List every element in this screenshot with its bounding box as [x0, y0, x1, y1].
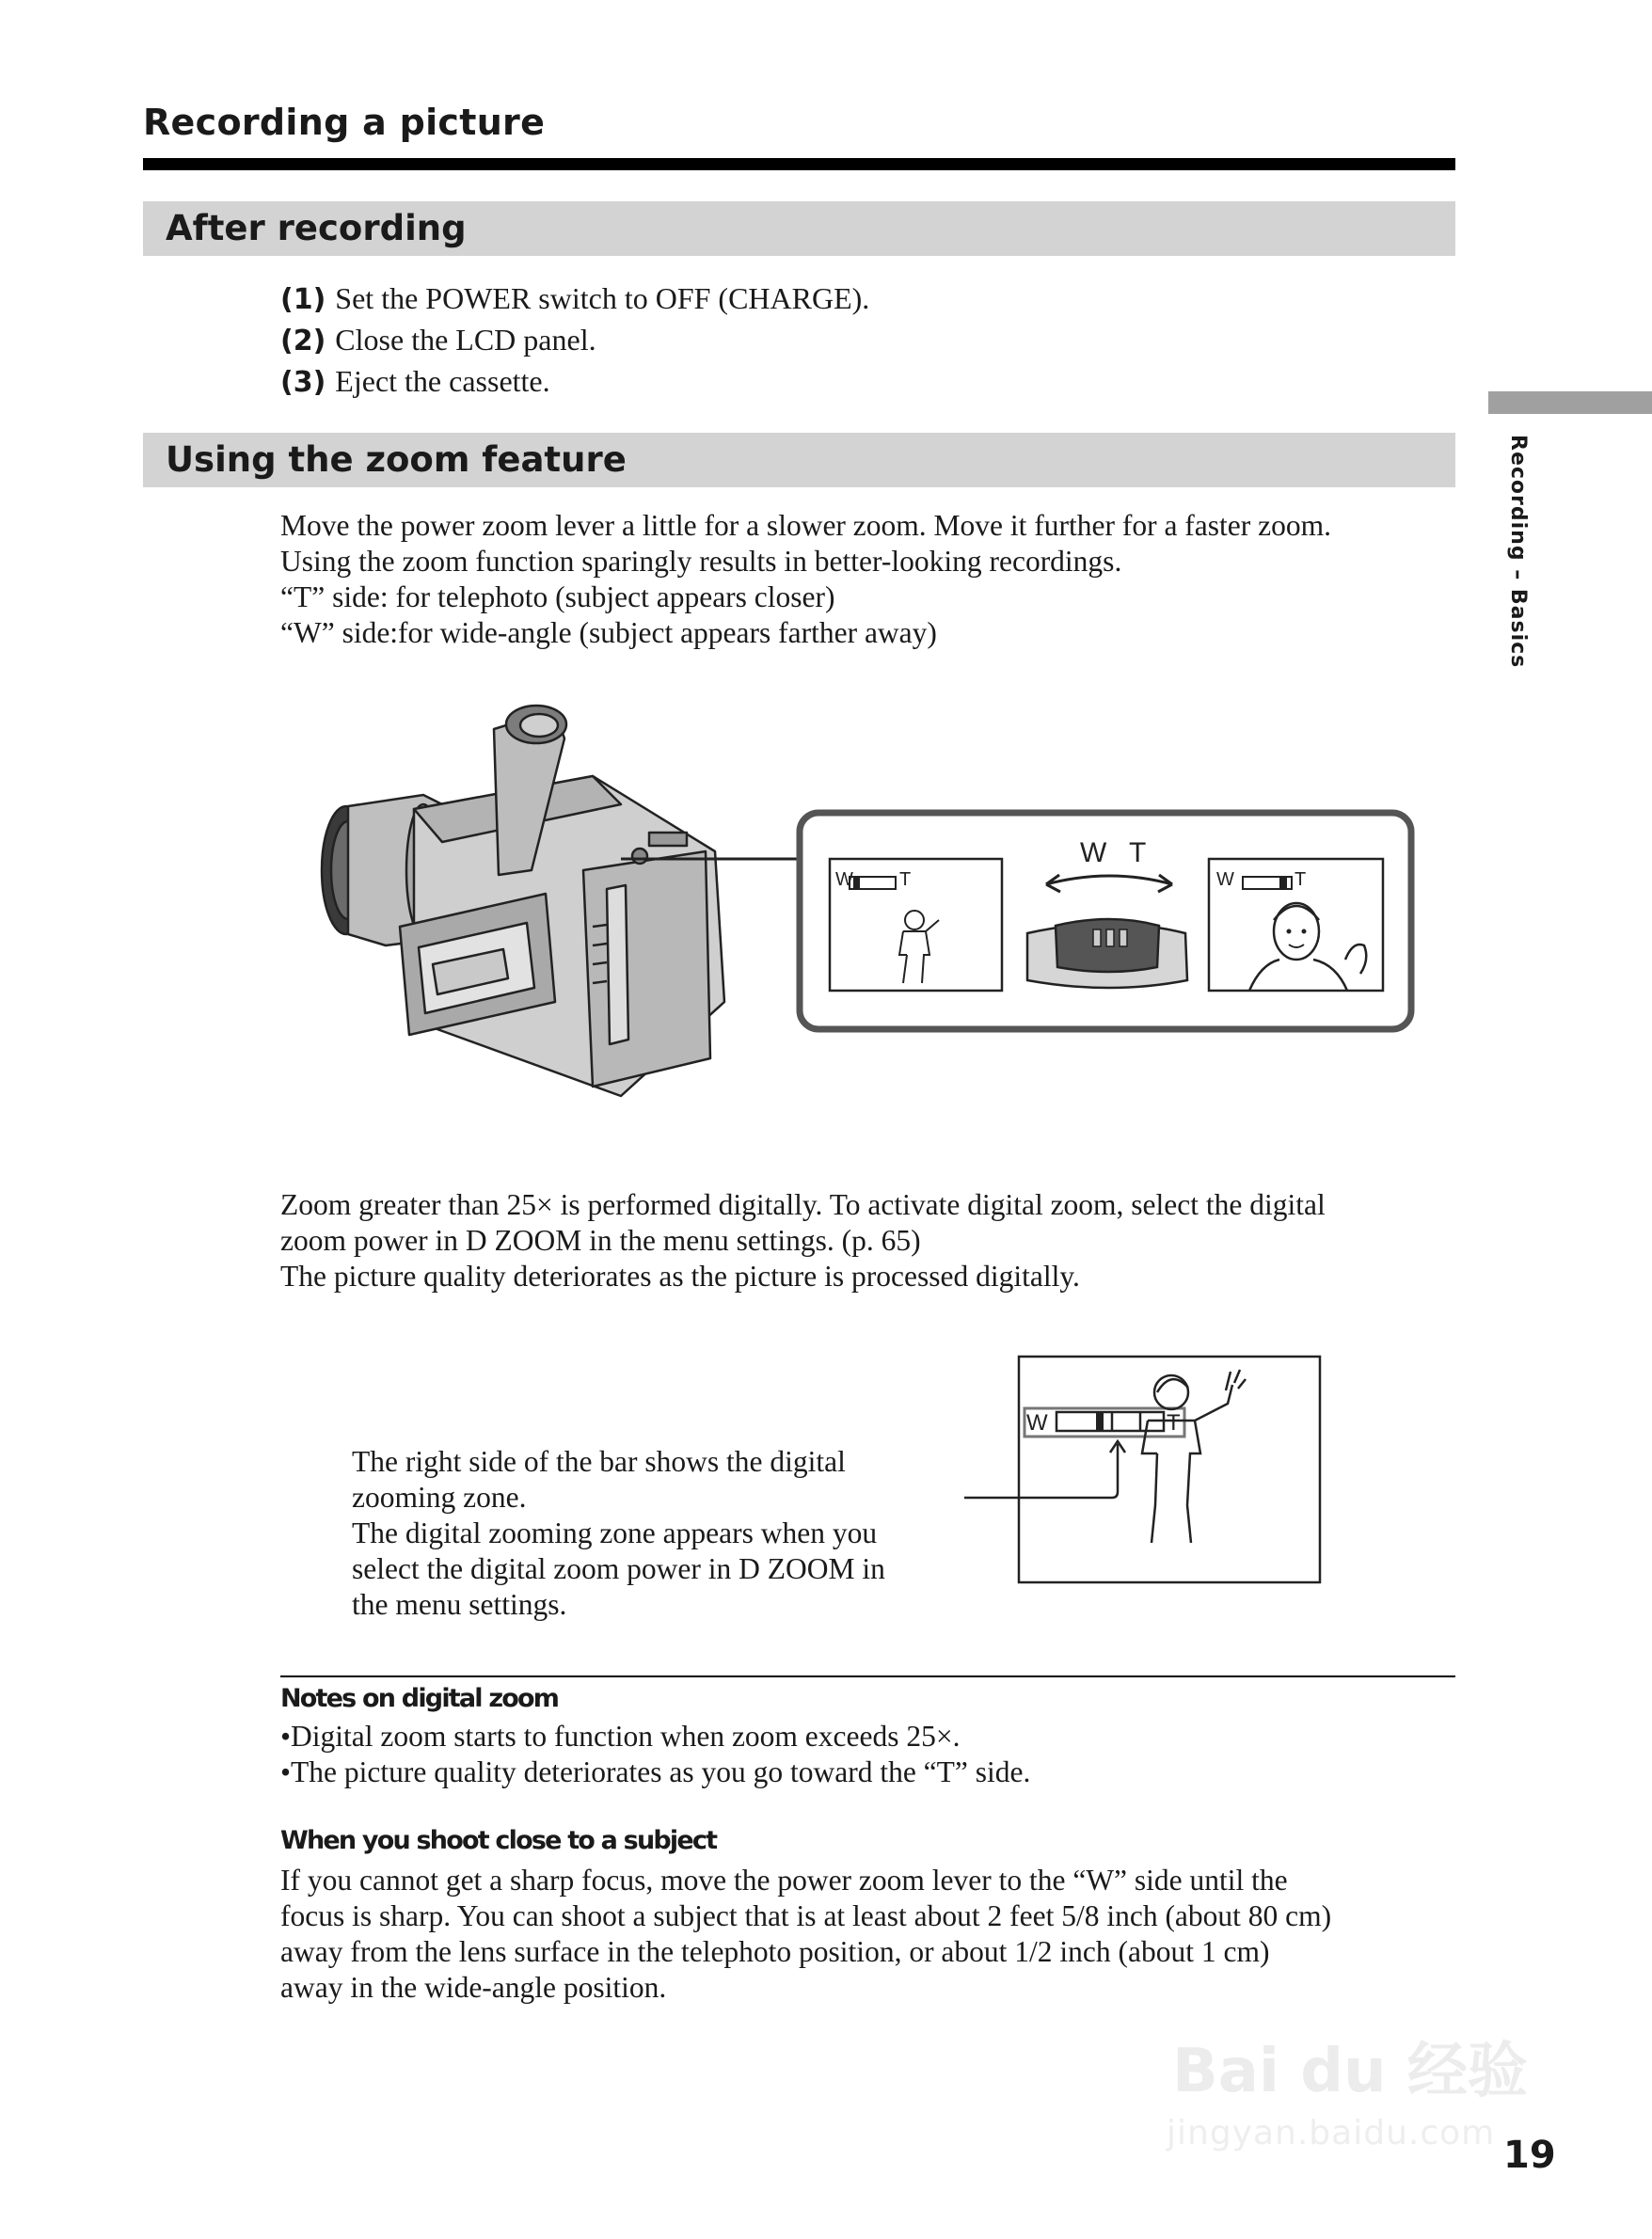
notes-rule [280, 1675, 1455, 1677]
steps-list [280, 278, 869, 403]
digital-zoom-screen-figure [960, 1355, 1326, 1590]
list-item: •The picture quality deteriorates as you go toward the “T” side. [280, 1755, 1031, 1788]
watermark-logo: Bai du 经验 [1172, 2037, 1528, 2106]
step-item: (1) Set the POWER switch to OFF (CHARGE). [280, 281, 870, 316]
screen-t-label: T [1295, 869, 1307, 890]
bar-t-label: T [1167, 1410, 1181, 1436]
side-tab-marker [1488, 391, 1652, 414]
close-subject-heading: When you shoot close to a subject [280, 1826, 717, 1855]
page-header: Recording a picture [143, 102, 546, 143]
screen-t-label: T [899, 869, 912, 890]
side-tab-label: Recording – Basics [1506, 435, 1530, 669]
lever-t-label: T [1129, 837, 1147, 868]
notes-heading: Notes on digital zoom [280, 1684, 559, 1713]
close-subject-text: If you cannot get a sharp focus, move the power zoom lever to the “W” side until the focus is sharp. You can shoot a subject that is at least about 2 feet 5/8 inch (about 80 cm) away from the lens surface in the telephoto position, or about 1/2 inch (about 1 cm) away in the wide-angle position. [280, 1864, 1332, 2004]
watermark-url: jingyan.baidu.com [1167, 2114, 1496, 2152]
header-rule [143, 158, 1455, 170]
section-title: Using the zoom feature [166, 439, 627, 480]
section-title: After recording [166, 208, 467, 248]
zoom-intro: Move the power zoom lever a little for a slower zoom. Move it further for a faster zoom. Using the zoom function sparingly results in better-looking recordings. “T” side: for telephoto (subject appears closer) “W” side:for wide-angle (subject appears farther away) [280, 509, 1331, 649]
section-after-recording [143, 201, 1455, 256]
section-zoom-feature [143, 433, 1455, 487]
bar-w-label: W [1026, 1410, 1048, 1436]
step-item: (2) Close the LCD panel. [280, 323, 596, 357]
digital-zone-callout: The right side of the bar shows the digital zooming zone. The digital zooming zone appears when you select the digital zoom power in D ZOOM in the menu settings. [352, 1445, 885, 1621]
page-number: 19 [1503, 2134, 1556, 2177]
step-item: (3) Eject the cassette. [280, 364, 550, 399]
pointer-arrow [964, 1444, 1118, 1498]
zoom-lever-figure [621, 809, 1416, 1035]
digital-zoom-text: Zoom greater than 25× is performed digitally. To activate digital zoom, select the digital zoom power in D ZOOM in the menu settings. (p. 65) The picture quality deteriorates as the picture is processed digitally. [280, 1188, 1326, 1293]
notes-list [280, 1719, 1030, 1790]
screen-w-label: W [1216, 869, 1234, 890]
double-arrow-icon [1046, 876, 1172, 884]
lever-w-label: W [1080, 837, 1107, 868]
screen-w-label: W [835, 869, 853, 890]
list-item: •Digital zoom starts to function when zoom exceeds 25×. [280, 1720, 961, 1753]
viewfinder-screen [1019, 1357, 1320, 1582]
